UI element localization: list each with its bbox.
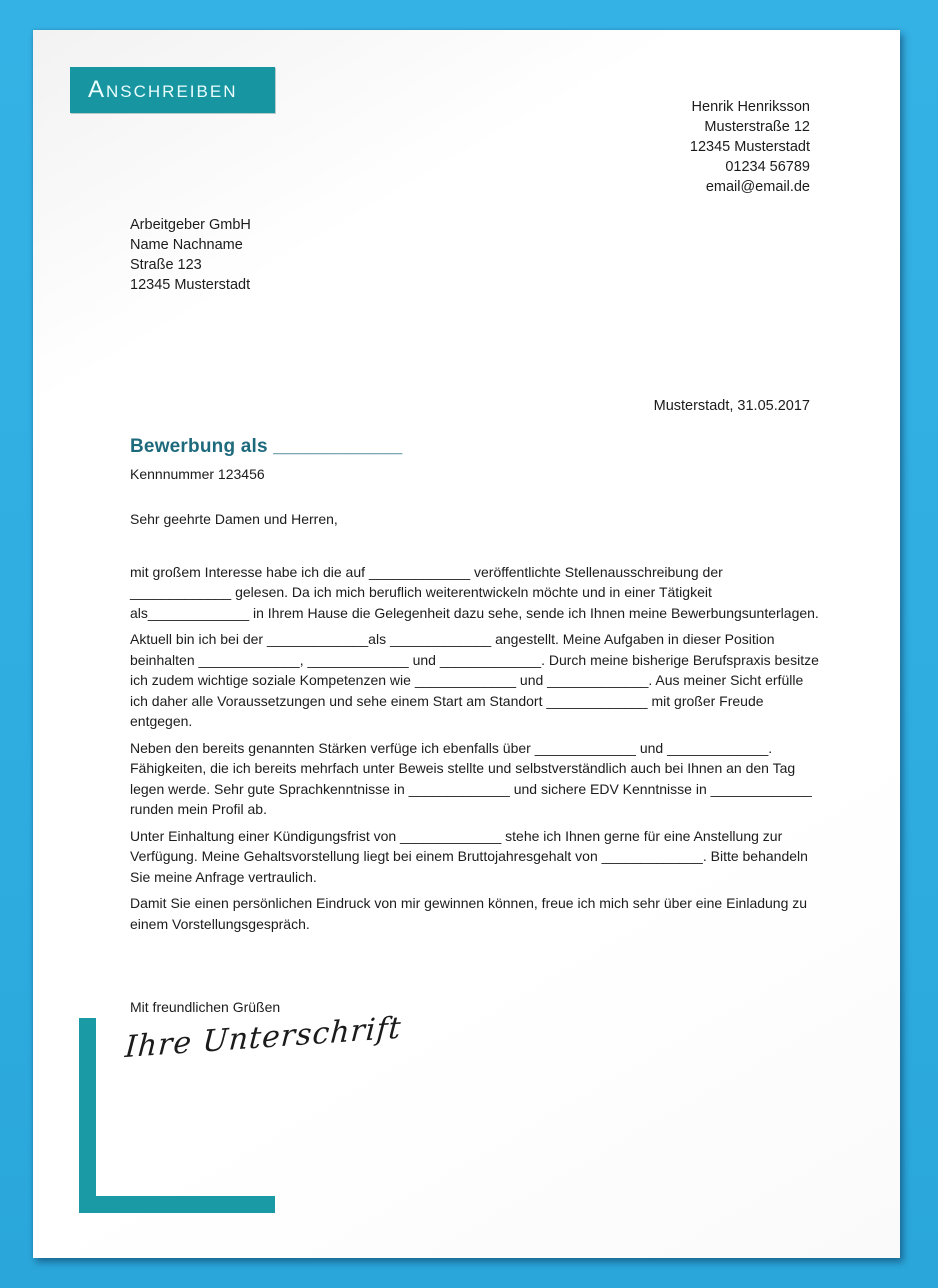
anschreiben-badge [70,67,275,113]
salutation: Sehr geehrte Damen und Herren, [130,511,338,527]
sender-name: Henrik Henriksson [691,99,810,115]
badge-label: Anschreiben [88,76,238,103]
paragraph-current-position: Aktuell bin ich bei der _____________als _____________ angestellt. Meine Aufgaben in dieser Position beinhalten _____________, _____________ und _____________. Durch meine bisherige Berufspraxis besitze ich zudem wichtige soziale Kompetenzen wie _____________ und _____________. Aus meiner Sicht erfülle ich daher alle Voraussetzungen und sehe einem Start am Standort _____________ mit großer Freude entgegen. [130,631,819,729]
recipient-street: Straße 123 [130,257,202,273]
corner-l-decoration [79,1018,275,1213]
paragraph-skills: Neben den bereits genannten Stärken verfüge ich ebenfalls über _____________ und _____________. Fähigkeiten, die ich bereits mehrfach unter Beweis stellte und selbstverständlich auch bei Ihnen an den Tag legen werde. Sehr gute Sprachkenntnisse in _____________ und sichere EDV Kenntnisse in _____________ runden mein Profil ab. [130,739,812,817]
date-line: Musterstadt, 31.05.2017 [653,398,810,414]
sender-city: 12345 Musterstadt [689,139,810,155]
sender-email: email@email.de [705,179,810,195]
recipient-city: 12345 Musterstadt [130,277,251,293]
closing-line: Mit freundlichen Grüßen [130,999,281,1015]
reference-line: Kennnummer 123456 [130,466,265,482]
paragraph-interview-invite: Damit Sie einen persönlichen Eindruck von mir gewinnen können, freue ich mich sehr über eine Einladung zu einem Vorstellungsgespräch. [130,895,808,932]
subject-heading: Bewerbung als ____________ [130,436,403,457]
recipient-company: Arbeitgeber GmbH [130,217,251,233]
letter-page [33,30,900,1258]
letter-body [130,509,820,940]
paragraph-intro: mit großem Interesse habe ich die auf _____________ veröffentlichte Stellenausschreibung der _____________ gelesen. Da ich mich beruflich weiterentwickeln möchte und in einer Tätigkeit als_____________ in Ihrem Hause die Gelegenheit dazu sehe, sende ich Ihnen meine Bewerbungsunterlagen. [130,563,819,621]
sender-phone: 01234 56789 [725,159,810,175]
paragraph-notice-salary: Unter Einhaltung einer Kündigungsfrist von _____________ stehe ich Ihnen gerne für eine Anstellung zur Verfügung. Meine Gehaltsvorstellung liegt bei einem Bruttojahresgehalt von _____________. Bitte behandeln Sie meine Anfrage vertraulich. [130,827,808,885]
sender-street: Musterstraße 12 [704,119,810,135]
recipient-block [130,215,251,295]
signature-handwriting: Ihre Unterschrift [123,1010,403,1066]
sender-block [690,97,810,197]
recipient-name: Name Nachname [130,237,243,253]
